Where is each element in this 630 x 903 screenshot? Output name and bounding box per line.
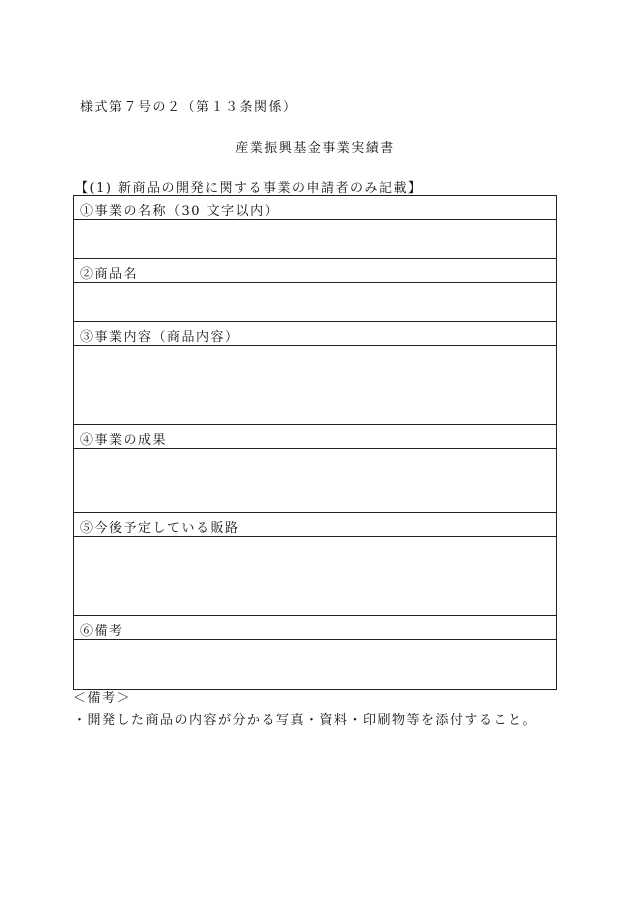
notes-heading: ＜備考＞ <box>73 691 132 706</box>
remarks-label: ⑥備考 <box>74 616 556 640</box>
project-results-field[interactable] <box>74 449 556 513</box>
section-heading: 【(1) 新商品の開発に関する事業の申請者のみ記載】 <box>75 181 423 196</box>
document-title: 産業振興基金事業実績書 <box>235 141 395 156</box>
remarks-field[interactable] <box>74 640 556 689</box>
product-name-label: ②商品名 <box>74 259 556 283</box>
form-reference: 様式第７号の２（第１３条関係） <box>80 100 298 115</box>
project-content-label: ③事業内容（商品内容） <box>74 322 556 346</box>
notes-item: ・開発した商品の内容が分かる写真・資料・印刷物等を添付すること。 <box>73 713 538 728</box>
product-name-field[interactable] <box>74 283 556 322</box>
project-content-field[interactable] <box>74 346 556 425</box>
project-name-field[interactable] <box>74 220 556 259</box>
project-results-label: ④事業の成果 <box>74 425 556 449</box>
sales-channel-field[interactable] <box>74 537 556 616</box>
sales-channel-label: ⑤今後予定している販路 <box>74 513 556 537</box>
report-form-table <box>73 195 557 690</box>
project-name-label: ①事業の名称（30 文字以内） <box>74 196 556 220</box>
